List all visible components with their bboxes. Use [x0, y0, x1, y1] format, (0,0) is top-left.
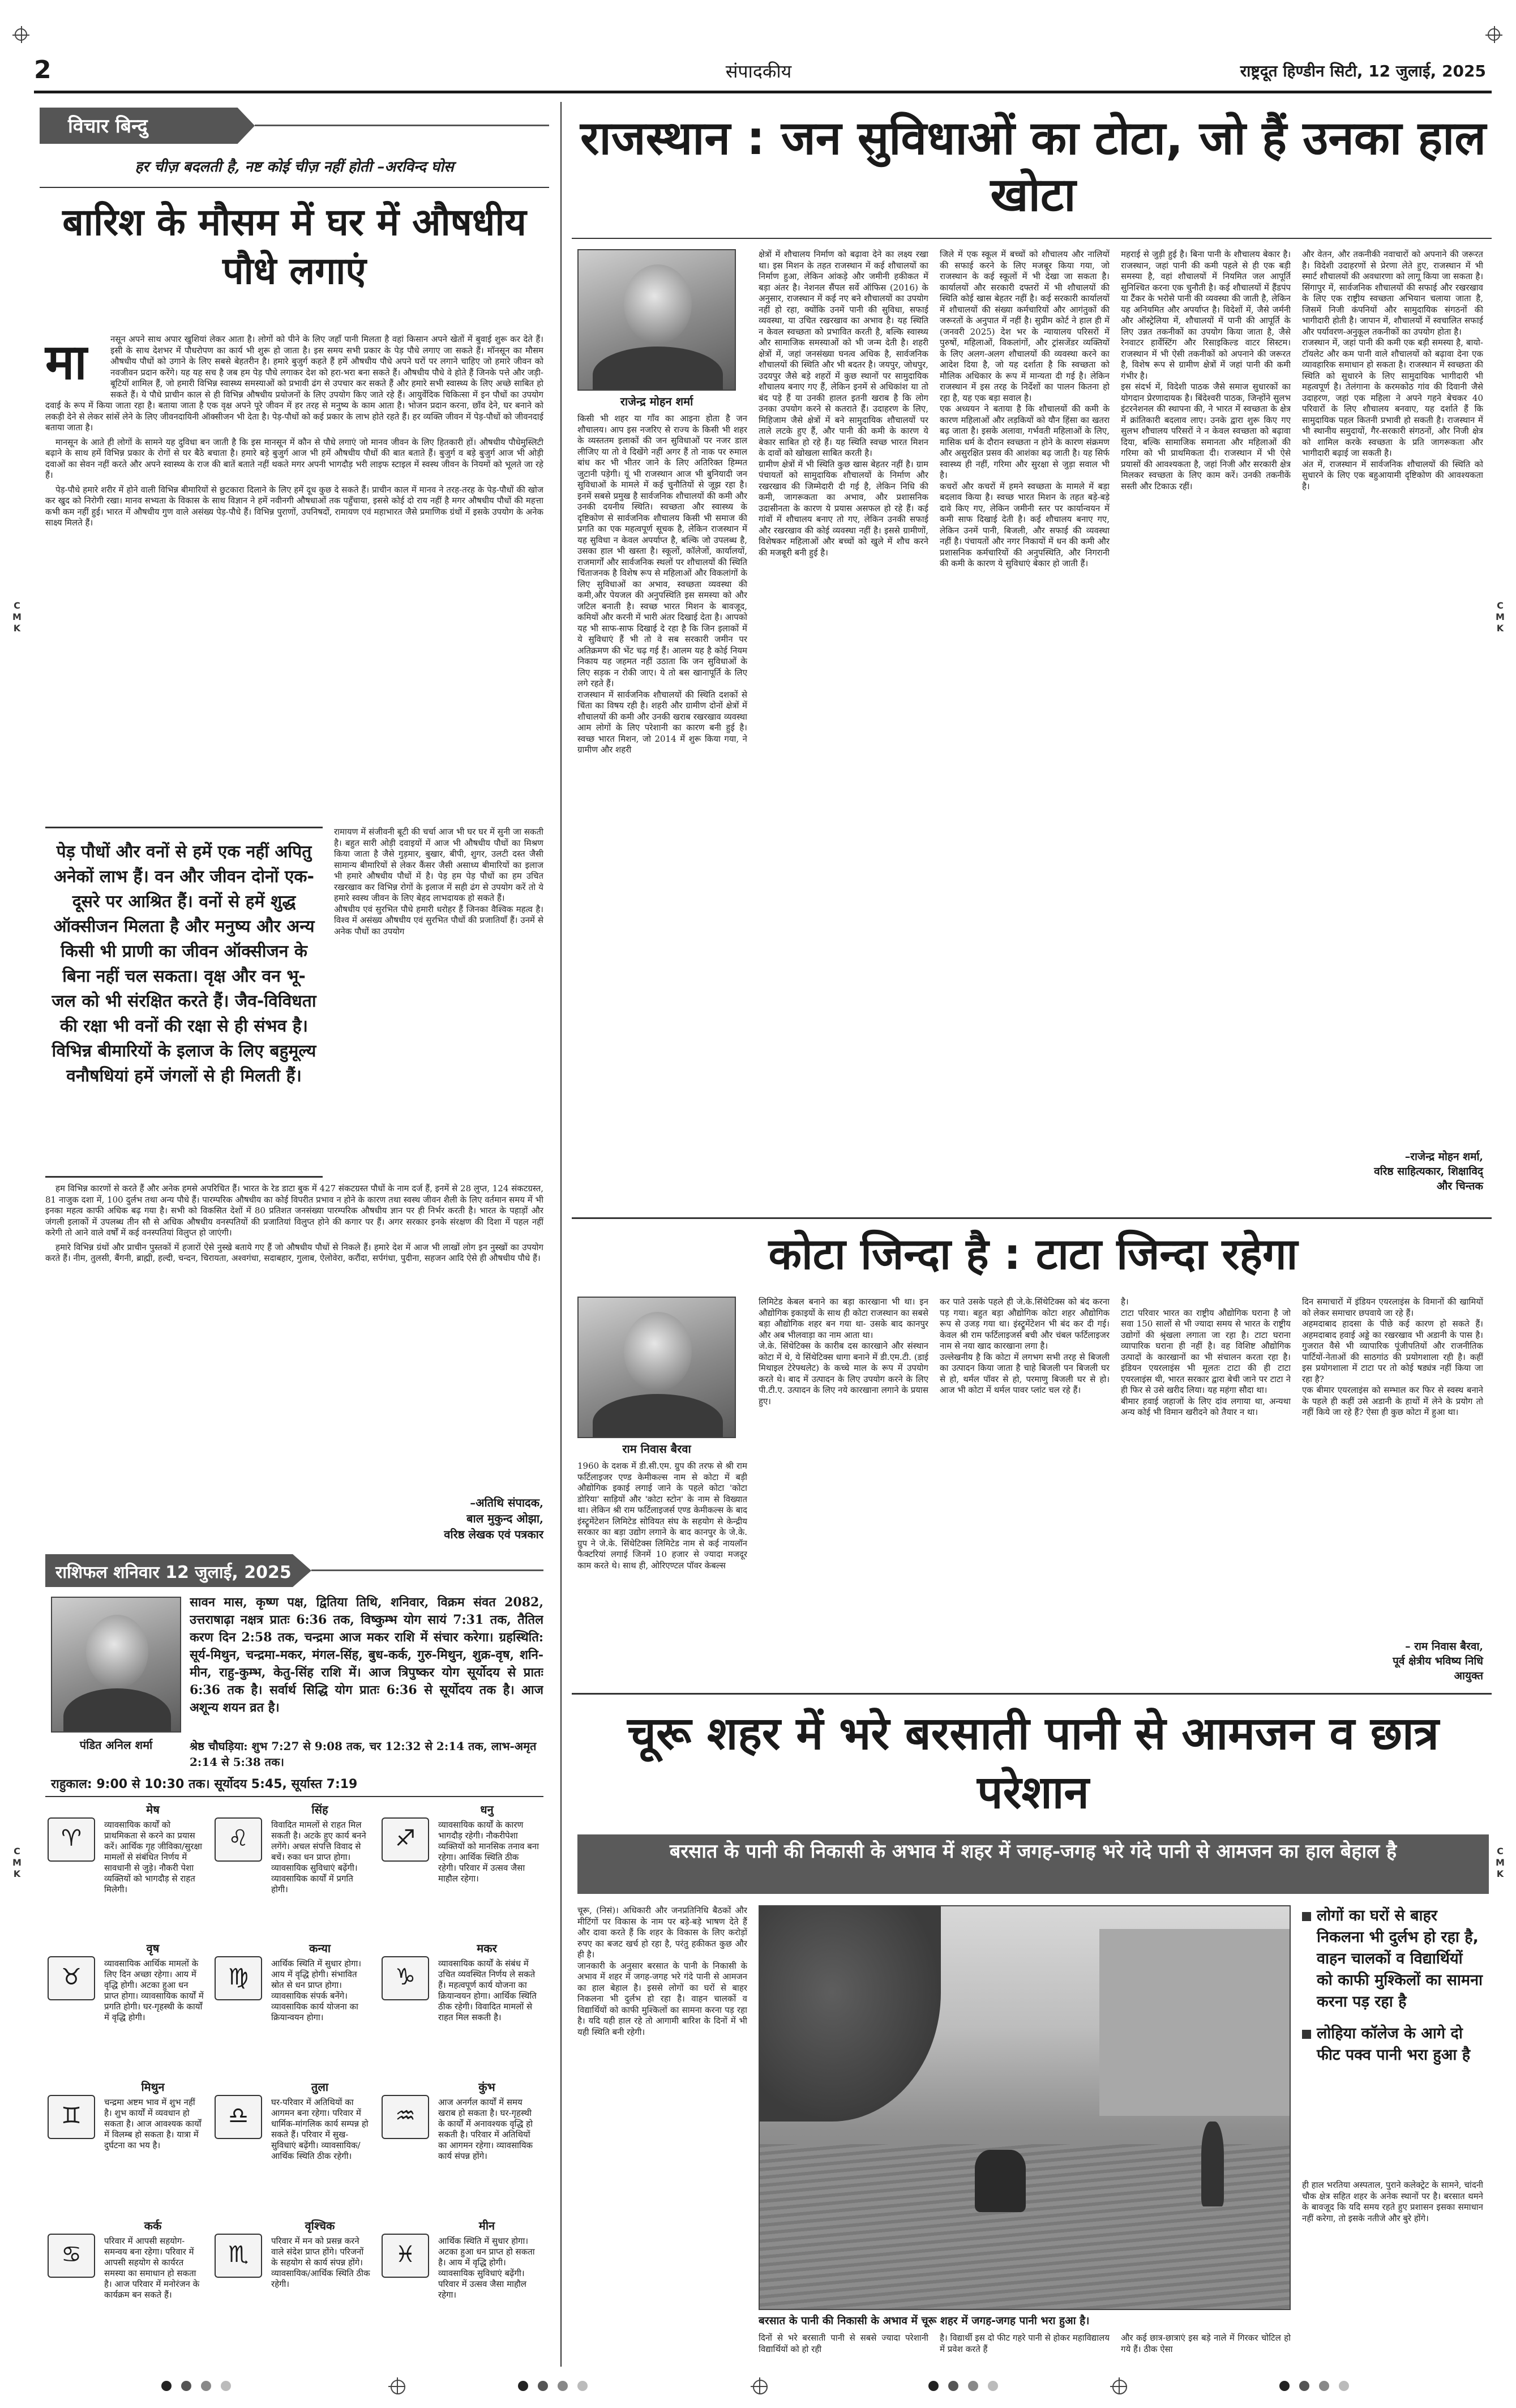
gemini-icon: ♊: [48, 2095, 95, 2139]
rashifal-title: राशिफल शनिवार 12 जुलाई, 2025: [55, 1563, 292, 1582]
rule: [45, 1796, 543, 1797]
rashi-text: व्यावसायिक कार्यों के कारण भागदौड़ रहेगी। नौकरीपेशा व्यक्तियों को मानसिक तनाव बना रहेगा। आर्थिक स्थिति ठीक रहेगी। परिवार में उत्सव जैसा माहौल रहेगा।: [438, 1820, 539, 1884]
cmk-mark-left: C M K: [12, 600, 22, 634]
rashi-text: घर-परिवार में अतिथियों का आगमन बना रहेगा। परिवार में धार्मिक-मांगलिक कार्य सम्पन्न हो सकते हैं। परिवार में सुख-सुविधाएं बढ़ेंगी। व्यावसायिक/आर्थिक स्थिति ठीक रहेगी।: [271, 2097, 369, 2161]
taurus-icon: ♉: [48, 1956, 95, 2000]
rashi-name: वृश्चिक: [305, 2219, 335, 2232]
article4-deck-bar: [577, 1834, 1489, 1894]
rashi-box: [45, 1800, 209, 1936]
masthead-date: राष्ट्रदूत हिण्डीन सिटी, 12 जुलाई, 2025: [1240, 62, 1486, 80]
rashi-box: [212, 2078, 376, 2214]
page-number: 2: [34, 55, 52, 84]
article3-byline: – राम निवास बैरवा, पूर्व क्षेत्रीय भविष्य निधि आयुक्त: [1393, 1640, 1483, 1682]
registration-mark: [15, 28, 27, 41]
astrologer-photo: [51, 1597, 181, 1733]
motorbike-shape: [975, 2150, 1026, 2212]
article1-body2: [45, 1183, 543, 1489]
rule: [572, 1217, 1492, 1219]
rule: [572, 1693, 1492, 1695]
article2-col3: जिले में एक स्कूल में बच्चों को शौचालय और नालियों की सफाई करने के लिए मजबूर किया गया, जो राजस्थान के कई स्कूलों में भी देखा जा सकता है। कार्यालयों और सरकारी दफ्तरों में भी शौचालयों की स्थिति कोई खास बेहतर नहीं है। कई सरकारी कार्यालयों में शौचालयों की संख्या कर्मचारियों और आगंतुकों की जरूरतों के अनुपात में नहीं है। सुप्रीम कोर्ट ने हाल ही में (जनवरी 2025) देश भर के न्यायालय परिसरों में पुरुषों, महिलाओं, विकलांगों, और ट्रांसजेंडर व्यक्तियों के लिए अलग-अलग शौचालयों की व्यवस्था करने का आदेश दिया है, जो यह दर्शाता है कि स्वच्छता को मौलिक अधिकार के रूप में मान्यता दी गई है। लेकिन राजस्थान में इस तरह के निर्देशों का पालन कितना हो रहा है, यह एक बड़ा सवाल है। एक अध्ययन ने बताया है कि शौचालयों की कमी के कारण महिलाओं और लड़कियों को यौन हिंसा का खतरा बढ़ जाता है। इसके अलावा, गर्भवती महिलाओं के लिए, मासिक धर्म के दौरान स्वच्छता न होने के कारण संक्रमण और असुरक्षित प्रसव की आशंका बढ़ जाती है। यह सिर्फ स्वास्थ्य ही नहीं, गरिमा और सुरक्षा से जुड़ा सवाल भी है। कचरों और कचरों में हमने स्वच्छता के मामले में बड़ा बदलाव किया है। स्वच्छ भारत मिशन के तहत बड़े-बड़े दावे किए गए, लेकिन जमीनी स्तर पर कार्यान्वयन में कमी साफ दिखाई देती है। कई शौचालय बनाए गए, लेकिन उनमें पानी, बिजली, और सफाई की व्यवस्था नहीं है। पंचायतों और नगर निकायों में धन की कमी और प्रशासनिक कर्मचारियों की अनुपस्थिति, और निगरानी की कमी के कारण ये सुविधाएं बेकार हो जाती हैं।: [940, 249, 1110, 568]
choghadiya-text: श्रेष्ठ चौघड़िया: शुभ 7:27 से 9:08 तक, चर 12:32 से 2:14 तक, लाभ-अमृत 2:14 से 5:38 तक।: [190, 1739, 537, 1769]
aquarius-icon: ♒: [382, 2095, 429, 2139]
rule: [572, 238, 1492, 239]
article4-deck: बरसात के पानी की निकासी के अभाव में शहर में जगह-जगह भरे गंदे पानी से आमजन का हाल बेहाल है: [669, 1840, 1397, 1863]
waterlogged-street-photo: [759, 1905, 1291, 2310]
bullet-icon: [1302, 2030, 1311, 2039]
rashi-name: मिथुन: [141, 2080, 165, 2094]
rashi-name: कर्क: [144, 2219, 162, 2232]
rashi-text: व्यावसायिक आर्थिक मामलों के लिए दिन अच्छा रहेगा। आय में वृद्धि होगी। अटका हुआ धन प्राप्त होगा। व्यावसायिक कार्यों में प्रगति होगी। घर-गृहस्थी के कार्यों में वृद्धि होगी।: [104, 1958, 204, 2022]
rashi-box: [379, 1800, 543, 1936]
highlight-item: [1302, 2023, 1483, 2066]
section-name: संपादकीय: [725, 61, 792, 82]
article3-col2: लिमिटेड केबल बनाने का बड़ा कारखाना भी था। इन औद्योगिक इकाइयों के साथ ही कोटा राजस्थान का सबसे बड़ा औद्योगिक शहर बन गया था- उसके बाद कानपुर और अब भीलवाड़ा का नाम आता था। जे.के. सिंथेटिक्स के कारीब दस कारखाने और संस्थान कोटा में थे, ये सिंथेटिक्स धागा बनाने में डी.एम.टी. (डाई मिथाइल टेरेफ्थलेट) के कच्चे माल के रूप में उपयोग करते थे। बाद में उत्पादन के लिए उपयोग करने के लिए पी.टी.ए. उत्पादन के लिए नये कारखाना लगाने के प्रयास हुए।: [759, 1297, 928, 1406]
page-header: [34, 51, 1492, 91]
paragraph: नसून अपने साथ अपार खुशियां लेकर आता है। लोगों को पीने के लिए जहाँ पानी मिलता है वहां किसान अपने खेतों में बुवाई शुरू कर देते हैं। इसी के साथ देशभर में पौधरोपण का कार्य भी शुरू हो जाता है। इस समय सभी प्रकार के पेड़ पौधे लगाए जा सकते हैं। मॉनसून का मौसम औषधीय पौधों को उगाने के लिए सबसे बेहतरीन है। हमारे बुजुर्ग कहते हैं हमें औषधीय पौधे अपने घरों पर लगाने चाहिए जो हमारे जीवन को नवजीवन प्रदान करेंगे। यह यह सच है जब हम पेड़ पौधे लगाकर देश को हरा-भरा बना सकते हैं। औषधीय पौधे वे होते हैं जिनके पत्ते और जड़ी-बूटियों शामिल हैं, जो हमारी विभिन्न स्वास्थ्य समस्याओं को प्रभावी ढंग से उपचार कर सकते हैं और हमारे सभी स्वास्थ्य के लिए अच्छे साबित हो सकते हैं। ये पौधे प्राचीन काल से ही विभिन्न औषधीय प्रयोजनों के लिए उपयोग किए जाते रहे हैं। आयुर्वेदिक चिकित्सा में इन पौधों का उपयोग दवाई के रूप में किया जाता रहा है। बताया जाता है एक वृक्ष अपने पूरे जीवन में हर तरह से मनुष्य के काम आता है। भोजन प्रदान करना, छाँव देने, घर बनाने को लकड़ी देने से लेकर सांसें लेने के लिए जीवनदायिनी ऑक्सीजन भी देता है। पेड़-पौधों को कई प्रकार के लाभ होते रहते हैं। हर व्यक्ति जीवन में पेड़-पौधों को जीवनदाई बताया जाता है।: [45, 334, 543, 433]
article4-right-text: ही हाल भरतिया अस्पताल, पुराने कलेक्ट्रेट के सामने, चांदनी चौक क्षेत्र सहित शहर के अनेक स्थानों पर है। बरसात थमने के बावजूद कि यदि समय रहते हुए प्रशासन इसका समाधान नहीं करेगा, तो इसके नतीजे और बुरे होंगे।: [1302, 2180, 1483, 2223]
author-photo-rajendra: [577, 249, 736, 391]
rashi-text: आर्थिक स्थिति में सुधार होगा। अटका हुआ धन प्राप्त हो सकता है। आय में वृद्धि होगी। व्यावसायिक सुविधाएं बढ़ेंगी। परिवार में उत्सव जैसा माहौल रहेगा।: [438, 2236, 535, 2300]
rashi-name: कुंभ: [478, 2080, 495, 2094]
cmk-mark-right: C M K: [1496, 1846, 1505, 1879]
cmk-mark-right: C M K: [1496, 600, 1505, 634]
panchang-text: सावन मास, कृष्ण पक्ष, द्वितिया तिथि, शनिवार, विक्रम संवत 2082, उत्तराषाढ़ा नक्षत्र प्रातः 6:36 तक, विष्कुम्भ योग सायं 7:31 तक, तैतिल करण दिन 2:58 तक, चन्द्रमा आज मकर राशि में संचार करेगा। ग्रहस्थिति: सूर्य-मिथुन, चन्द्रमा-मकर, मंगल-सिंह, बुध-कर्क, गुरु-मिथुन, शुक्र-वृष, शनि-मीन, राहु-कुम्भ, केतु-सिंह राशि में। आज त्रिपुष्कर योग सूर्योदय से प्रातः 6:36 तक है। सर्वार्थ सिद्धि योग प्रातः 6:36 से सूर्योदय तक है। आज अशून्य शयन व्रत है।: [190, 1595, 543, 1715]
rashi-text: आर्थिक स्थिति में सुधार होगा। आय में वृद्धि होगी। संभावित स्रोत से धन प्राप्त होगा। व्यावसायिक संपर्क बनेंगे। व्यावसायिक कार्य योजना का क्रियान्वयन होगा।: [271, 1958, 362, 2022]
article2-col1: किसी भी शहर या गाँव का आइना होता है जन शौचालय। आप इस नजरिए से राज्य के किसी भी शहर के व्यस्ततम इलाकों की जन सुविधाओं पर नजर डाल लीजिए या तो वे दिखेंगे नहीं अगर हैं तो नाक पर रुमाल बांध कर भी भीतर जाने के लिए अतिरिक्त हिम्मत जुटानी पड़ेगी। यूं भी राजस्थान आज भी बुनियादी जन सुविधाओं के मामले में कई चुनौतियों से जूझ रहा है। इनमें सबसे प्रमुख है सार्वजनिक शौचालयों की कमी और उनकी दयनीय स्थिति। स्वच्छता और स्वास्थ्य के दृष्टिकोण से सार्वजनिक शौचालय किसी भी समाज की प्रगति का एक महत्वपूर्ण सूचक है, लेकिन राजस्थान में यह सुविधा न केवल अपर्याप्त है, बल्कि जो उपलब्ध है, उसका हाल भी खस्ता है। स्कूलों, कॉलेजों, कार्यालयों, राजमार्गों और सार्वजनिक स्थलों पर शौचालयों की स्थिति चिंताजनक है विशेष रूप से महिलाओं और विकलांगों के लिए सुविधाओं का अभाव, स्वच्छता व्यवस्था की कमी,और पेयजल की अनुपस्थिति इस समस्या को और जटिल बनाती है। स्वच्छ भारत मिशन के बावजूद, कमियों और करनी में भारी अंतर दिखाई देता है। आपको यह भी साफ-साफ दिखाई दे रहा है कि जिन इलाकों में ये सुविधाएं हैं भी तो वे सब सरकारी जमीन पर अतिक्रमण की भेंट चढ़ गई हैं। आलम यह है कोई नियम निकाय यह जहमत नहीं उठाता कि जन सुविधाओं के लिए सड़क न रोकी जाए। ये तो बस खानापूर्ति के लिए लगे रहते हैं। राजस्थान में सार्वजनिक शौचालयों की स्थिति दशकों से चिंता का विषय रही है। शहरी और ग्रामीण दोनों क्षेत्रों में शौचालयों की कमी और उनकी खराब रखरखाव व्यवस्था आम लोगों के लिए परेशानी का कारण बनी हुई है। स्वच्छ भारत मिशन, जो 2014 में शुरू किया गया, ने ग्रामीण और शहरी: [577, 413, 747, 755]
banner-rule: [255, 125, 549, 126]
rashi-text: आज अनर्गल कार्यों में समय खराब हो सकता है। घर-गृहस्थी के कार्यों में अनावश्यक वृद्धि हो सकती है। परिवार में अतिथियों का आगमन रहेगा। व्यावसायिक कार्य संपन्न होंगे।: [438, 2097, 533, 2161]
paragraph: हम विभिन्न कारणों से करते हैं और अनेक हमसे अपरिचित हैं। भारत के रेड डाटा बुक में 427 संकटग्रस्त पौधों के नाम दर्ज हैं, इनमें से 28 लुप्त, 124 संकटग्रस्त, 81 नाजुक दशा में, 100 दुर्लभ तथा अन्य पौधे हैं। पारम्परिक औषधीय का कोई विपरीत प्रभाव न होने के कारण तथा स्वस्थ जीवन शैली के लिए वर्तमान समय में भी इनका महत्व काफी अधिक बढ़ गया है। सभी को विकसित देशों में 80 प्रतिशत जनसंख्या पारम्परिक औषधीय ज्ञान पर ही निर्भर करती है। भारत के पहाड़ों और जंगली इलाकों में उपलब्ध तीन सौ से अधिक औषधीय वनस्पतियों की प्रजातियां विलुप्त होने की कगार पर हैं। अगर सरकार इनके संरक्षण की दिशा में पहल नहीं करेगी तो आने वाले वर्षों में कई वनस्पतियां विलुप्त हो जाएंगी।: [45, 1183, 543, 1238]
footer-registration: [0, 2375, 1516, 2398]
cancer-icon: ♋: [48, 2234, 95, 2278]
rashi-box: [379, 2078, 543, 2214]
article2-headline: राजस्थान : जन सुविधाओं का टोटा, जो हैं उनका हाल खोटा: [580, 112, 1486, 222]
rashi-grid: [45, 1800, 543, 2355]
tree-shape: [760, 1906, 941, 2122]
article4-bottom3: और कई छात्र-छात्राएं इस बड़े नाले में गिरकर चोटिल हो गये हैं। ठीक ऐसा: [1121, 2333, 1291, 2354]
pullquote-text: पेड़ पौधों और वनों से हमें एक नहीं अपितु अनेकों लाभ हैं। वन और जीवन दोनों एक-दूसरे पर आश्रित हैं। वनों से हमें शुद्ध ऑक्सीजन मिलता है और मनुष्य और अन्य किसी भी प्राणी का जीवन ऑक्सीजन के बिना नहीं चल सकता। वृक्ष और वन भू-जल को भी संरक्षित करते हैं। जैव-विविधता की रक्षा भी वनों की रक्षा से ही संभव है। विभिन्न बीमारियों के इलाज के लिए बहुमूल्य वनौषधियां हमें जंगलों से ही मिलती हैं।: [52, 842, 316, 1086]
rashi-name: सिंह: [311, 1803, 328, 1816]
article2-col5: और वेतन, और तकनीकी नवाचारों को अपनाने की जरूरत है। विदेशी उदाहरणों से प्रेरणा लेते हुए, राजस्थान में भी स्मार्ट शौचालयों की अवधारणा को लागू किया जा सकता है। सिंगापुर में, सार्वजनिक शौचालयों की सफाई और रखरखाव के लिए एक राष्ट्रीय स्वच्छता अभियान चलाया जाता है, जिसमें निजी कंपनियों और सामुदायिक संगठनों की भागीदारी होती है। जापान में, शौचालयों में स्वचालित सफाई और पर्यावरण-अनुकूल तकनीकों का उपयोग होता है। राजस्थान में, जहां पानी की कमी एक बड़ी समस्या है, बायो-टॉयलेट और कम पानी वाले शौचालयों को बढ़ावा देना एक व्यावहारिक समाधान हो सकता है। राजस्थान में स्वच्छता की स्थिति को सुधारने के लिए सामुदायिक भागीदारी भी महत्वपूर्ण है। तेलंगाना के करमकोठ गांव की दिवानी जैसे उदाहरण, जहां एक महिला ने अपने गहने बेचकर 40 परिवारों के लिए शौचालय बनवाए, यह दर्शाते हैं कि सामुदायिक पहल कितनी प्रभावी हो सकती है। राजस्थान में भी स्थानीय समुदायों, गैर-सरकारी संगठनों, और निजी क्षेत्र को शामिल करके स्वच्छता के प्रति जागरूकता और भागीदारी बढ़ाई जा सकती है। अंत में, राजस्थान में सार्वजनिक शौचालयों की स्थिति को सुधारने के लिए एक बहुआयामी दृष्टिकोण की आवश्यकता है।: [1302, 249, 1483, 491]
article4-highlights: [1302, 1905, 1483, 2171]
paragraph: मानसून के आते ही लोगों के सामने यह दुविधा बन जाती है कि इस मानसून में कौन से पौधे लगाएं जो मानव जीवन के लिए हितकारी हों। औषधीय पौधेमुस्लिटी बढ़ाने के साथ हमें विभिन्न प्रकार के रोगों से घर बैठे बचाता है। हमारे बड़े बुजुर्ग आज भी हमें औषधीय पौधों की बात बताते हैं। बुजुर्ग व बड़े बुजुर्ग आज भी ओड़ी दवाओं का सेवन नहीं करते और अपने स्वास्थ्य के राज की बातें बताते नहीं थकते मगर अपनी भागदौड़ भरी लाइफ स्टाइल में स्वस्थ जीवन के नियमों को भूलते जा रहे हैं।: [45, 437, 543, 480]
vichar-quote: हर चीज़ बदलती है, नष्ट कोई चीज़ नहीं होती –अरविन्द घोस: [135, 159, 454, 176]
rashi-box: [45, 2078, 209, 2214]
rule: [40, 187, 549, 188]
article4-col1: चूरू, (निसं)। अधिकारी और जनप्रतिनिधि बैठकों और मीटिंगों पर विकास के नाम पर बड़े-बड़े भाषण देते हैं और दावा करते हैं कि शहर के विकास के लिए करोड़ों रुपए का बजट खर्च हो रहा है, परंतु हकीकत कुछ और ही है। जानकारी के अनुसार बरसात के पानी के निकासी के अभाव में शहर में जगह-जगह भरे गंदे पानी से आमजन का हाल बेहाल है। इससे लोगों का घरों से बाहर निकलना भी दुर्लभ हो रहा है। वाहन चालकों व विद्यार्थियों को काफी मुश्किलों का सामना करना पड़ रहा है। यदि यही हाल रहे तो आगामी बारिश के दिनों में भी यही स्थिति बनी रहेगी।: [577, 1905, 747, 2037]
rashi-text: विवादित मामलों से राहत मिल सकती है। अटके हुए कार्य बनने लगेंगे। अचल संपत्ति विवाद से बचें। रुका धन प्राप्त होगा। व्यावसायिक सुविधाएं बढ़ेंगी। व्यावसायिक कार्यों में प्रगति होगी।: [271, 1820, 366, 1894]
rashi-box: [212, 2217, 376, 2353]
rashi-text: परिवार में आपसी सहयोग-समन्वय बना रहेगा। परिवार में आपसी सहयोग से कार्यरत समस्या का समाधान हो सकता है। आज परिवार में मनोरंजन के कार्यक्रम बन सकते हैं।: [104, 2236, 200, 2300]
rashi-box: [212, 1939, 376, 2075]
rashi-name: वृष: [146, 1941, 160, 1955]
rashi-text: परिवार में मन को प्रसन्न करने वाले संदेश प्राप्त होंगे। परिजनों के सहयोग से कार्य संपन्न होंगे। व्यावसायिक/आर्थिक स्थिति ठीक रहेगी।: [271, 2236, 370, 2289]
rashi-box: [45, 1939, 209, 2075]
article3-headline: कोटा जिन्दा है : टाटा जिन्दा रहेगा: [768, 1229, 1298, 1279]
article2-col4: महराई से जुड़ी हुई है। बिना पानी के शौचालय बेकार है। राजस्थान, जहां पानी की कमी पहले से ही एक बड़ी समस्या है, वहां शौचालयों में नियमित जल आपूर्ति सुनिश्चित करना एक चुनौती है। कई शौचालयों में हैंडपंप या टैंकर के भरोसे पानी की व्यवस्था की जाती है, लेकिन यह अनियमित और अपर्याप्त है। विदेशों में, जैसे जर्मनी और ऑस्ट्रेलिया में, शौचालयों में पानी की आपूर्ति के लिए उन्नत तकनीकों का उपयोग किया जाता है, जैसे रेनवाटर हार्वेस्टिंग और रिसाइकिल्ड वाटर सिस्टम। राजस्थान में भी ऐसी तकनीकों को अपनाने की जरूरत है, विशेष रूप से ग्रामीण क्षेत्रों में जहां पानी की कमी गंभीर है। इस संदर्भ में, विदेशी पाठक जैसे समाज सुधारकों का योगदान प्रेरणादायक है। बिंदेश्वरी पाठक, जिन्होंने सुलभ इंटरनेशनल की स्थापना की, ने भारत में स्वच्छता के क्षेत्र में क्रांतिकारी बदलाव लाए। उनके द्वारा शुरू किए गए सुलभ शौचालय परिसरों ने न केवल स्वच्छता को बढ़ावा दिया, बल्कि सामाजिक समानता और महिलाओं की गरिमा को भी प्राथमिकता दी। राजस्थान में भी ऐसे प्रयासों की आवश्यकता है, जहां निजी और सरकारी क्षेत्र मिलकर स्वच्छता के लिए काम करें। उनकी तकनीकें सस्ती और टिकाऊ रहीं।: [1121, 249, 1291, 491]
rashi-box: [212, 1800, 376, 1936]
rashi-text: व्यावसायिक कार्यों के संबंध में उचित व्यवस्थित निर्णय ले सकते हैं। महत्वपूर्ण कार्य योजना का क्रियान्वयन होगा। आर्थिक स्थिति ठीक रहेगी। विवादित मामलों से राहत मिल सकती है।: [438, 1958, 537, 2022]
article2-col2: क्षेत्रों में शौचालय निर्माण को बढ़ावा देने का लक्ष्य रखा था। इस मिशन के तहत राजस्थान में कई शौचालयों का निर्माण हुआ, लेकिन आंकड़े और जमीनी हकीकत में बड़ा अंतर है। नेशनल सैंपल सर्वे ऑफिस (2016) के अनुसार, राजस्थान में कई नए बने शौचालयों का उपयोग नहीं हो रहा, क्योंकि उनमें पानी की सुविधा, सफाई व्यवस्था, या उचित रखरखाव का अभाव है। यह स्थिति न केवल स्वच्छता को प्रभावित करती है, बल्कि स्वास्थ्य और सामाजिक समस्याओं को भी जन्म देती है। शहरी क्षेत्रों में, जहां जनसंख्या घनत्व अधिक है, सार्वजनिक शौचालयों की स्थिति और भी बदतर है। जयपुर, जोधपुर, उदयपुर जैसे बड़े शहरों में कुछ स्थानों पर सामुदायिक शौचालय बनाए गए हैं, लेकिन इनमें से अधिकांश या तो बंद पड़े हैं या उनकी हालत इतनी खराब है कि लोग उनका उपयोग करने से कतराते हैं। उदाहरण के लिए, मिहिजाम जैसे क्षेत्रों में बने सामुदायिक शौचालयों पर ताले लटके हुए हैं, और पानी की कमी के कारण ये बेकार साबित हो रहे हैं। यह स्थिति स्वच्छ भारत मिशन के दावों को खोखला साबित करती है। ग्रामीण क्षेत्रों में भी स्थिति कुछ खास बेहतर नहीं है। ग्राम पंचायतों को सामुदायिक शौचालयों के निर्माण और रखरखाव की जिम्मेदारी दी गई है, लेकिन निधि की कमी, जागरूकता का अभाव, और प्रशासनिक उदासीनता के कारण ये प्रयास असफल हो रहे हैं। कई गांवों में शौचालय बनाए तो गए, लेकिन उनकी सफाई और रखरखाव की कोई व्यवस्था नहीं है। इससे ग्रामीणों, विशेषकर महिलाओं और बच्चों को खुले में शौच करने की मजबूरी बनी हुई है।: [759, 249, 928, 558]
article4-bottom2: है। विद्यार्थी इस दो फीट गहरे पानी से होकर महाविद्यालय में प्रवेश करते हैं: [940, 2333, 1110, 2354]
header-rule: [34, 91, 1492, 93]
author-name: राजेन्द्र मोहन शर्मा: [620, 395, 693, 408]
article1-byline: –अतिथि संपादक, बाल मुकुन्द ओझा, वरिष्ठ लेखक एवं पत्रकार: [444, 1496, 543, 1541]
article1-body: [45, 334, 543, 821]
author-name: राम निवास बैरवा: [622, 1442, 691, 1456]
pullquote-box: [45, 827, 323, 1178]
rahukal-text: राहुकाल: 9:00 से 10:30 तक। सूर्योदय 5:45, सूर्यास्त 7:19: [51, 1777, 358, 1791]
rashi-text: व्यावसायिक कार्यों को प्राथमिकता से करने का प्रयास करें। आर्थिक गृह जीविका/सुरक्षा मामलों से संबंधित निर्णय में सावधानी से जुड़े। नौकरी पेशा व्यक्तियों को भागदौड़ से राहत मिलेगी।: [104, 1820, 202, 1894]
sagittarius-icon: ♐: [382, 1817, 429, 1862]
vichar-bindu-banner: [40, 108, 549, 144]
scorpio-icon: ♏: [215, 2234, 262, 2278]
cmk-mark-left: C M K: [12, 1846, 22, 1879]
person-shape: [1201, 2122, 1224, 2206]
article1-dropcap: मा: [45, 334, 87, 391]
article4-bottom1: दिनों से भरे बरसाती पानी से सबसे ज्यादा परेशानी विद्यार्थियों को हो रही: [759, 2333, 928, 2354]
bullet-icon: [1302, 1912, 1311, 1921]
article3-col5: दिन समाचारों में इंडियन एयरलाइंस के विमानों की खामियों को लेकर समाचार छपवाये जा रहे हैं। अहमदाबाद हादसा के पीछे कई कारण हो सकते हैं। अहमदाबाद हवाई अड्डे का रखरखाव भी अडानी के पास है। गुजरात वैसे भी व्यापारिक पूंजीपतियों और राजनीतिक पार्टियों-नेताओं की साठगांठ की प्रयोगशाला रही है। कहीं इस प्रयोगशाला में टाटा पर तो कोई षड्यंत्र नहीं किया जा रहा है? एक बीमार एयरलाइंस को सम्भाल कर फिर से स्वस्थ बनाने के पहले ही कहीं उसे अडानी के हाथों में लेने के प्रयोग तो नहीं किये जा रहे हैं? ऐसा ही कुछ कोटा में हुआ था।: [1302, 1297, 1483, 1417]
article3-col1: 1960 के दशक में डी.सी.एम. ग्रुप की तरफ से श्री राम फर्टिलाइजर एण्ड केमीकल्स नाम से कोटा में बड़ी औद्योगिक इकाई लगाई जाने के पहले कोटा 'कोटा डोरिया' साड़ियों और 'कोटा स्टोन' के नाम से विख्यात था। लेकिन श्री राम फर्टिलाइजर्स एण्ड केमीकल्स के बाद इंस्ट्रूमेंटेशन लिमिटेड सोवियत संघ के सहयोग से केन्द्रीय सरकार का बड़ा उद्योग लगाने के बाद कानपुर के जे.के. ग्रुप ने जे.के. सिंथेटिक्स लिमिटेड नाम से कई नायलॉन फैक्टरियां लगाई जिनमें 10 हजार से ज्यादा मजदूर काम करते थे। साथ ही, ओरिएण्टल पॉवर केबल्स: [577, 1461, 747, 1571]
paragraph: पेड़-पौधे हमारे शरीर में होने वाली विभिन्न बीमारियों से छुटकारा दिलाने के लिए हमें दूध कुछ दे सकते हैं। प्राचीन काल में मानव ने तरह-तरह के पेड़-पौधों की खोज कर खुद को निरोगी रखा। मानव सभ्यता के विकास के साथ विज्ञान ने हमें नवीनगी औषधाओं तक पहुँचाया, इससे कोई दो राय नहीं है मगर औषधीय पौधों की महत्ता कभी कम नहीं हुई। भारत में औषधीय गुण वाले असंख्य पेड़-पौधे हैं। विभिन्न पुराणों, उपनिषदों, रामायण एवं महाभारत जैसे प्रमाणिक ग्रंथों में इसके उपयोग के अनेक साक्ष्य मिलते हैं।: [45, 484, 543, 528]
astrologer-name: पंडित अनिल शर्मा: [79, 1738, 153, 1752]
highlight-item: [1302, 1905, 1483, 2013]
author-photo-ramniwas: [577, 1297, 736, 1438]
rashi-box: [379, 2217, 543, 2353]
highlight-text: लोगों का घरों से बाहर निकलना भी दुर्लभ हो रहा है, वाहन चालकों व विद्यार्थियों को काफी मुश्किलों का सामना करना पड़ रहा है: [1317, 1907, 1483, 2011]
leo-icon: ♌: [215, 1817, 262, 1862]
rashi-name: धनु: [480, 1803, 494, 1816]
aries-icon: ♈: [48, 1817, 95, 1862]
rashi-name: तुला: [311, 2080, 329, 2094]
building-shape: [1099, 1929, 1291, 2116]
capricorn-icon: ♑: [382, 1956, 429, 2000]
rashi-name: कन्या: [309, 1941, 331, 1955]
paragraph: हमारे विभिन्न ग्रंथों और प्राचीन पुस्तकों में हजारों ऐसे नुस्खे बताये गए हैं जो औषधीय पौधों से निकले हैं। हमारे देश में आज भी लाखों लोग इन नुस्खों का उपयोग करते हैं। नीम, तुलसी, बैंगनी, ब्राह्मी, हल्दी, चन्दन, चिरायता, अश्वगंधा, सदाबहार, गुलाब, ऐलोवेरा, करौंदा, सर्पगंधा, पुदीना, सहजन आदि ऐसे ही औषधीय पौधे हैं।: [45, 1242, 543, 1263]
libra-icon: ♎: [215, 2095, 262, 2139]
article2-byline: –राजेन्द्र मोहन शर्मा, वरिष्ठ साहित्यकार, शिक्षाविद् और चिन्तक: [1374, 1150, 1483, 1192]
virgo-icon: ♍: [215, 1956, 262, 2000]
column-divider: [560, 102, 562, 2367]
rashi-box: [45, 2217, 209, 2353]
rashi-name: मेष: [146, 1803, 160, 1816]
article1-side-body: रामायण में संजीवनी बूटी की चर्चा आज भी घर घर में सुनी जा सकती है। बहुत सारी ओड़ी दवाइयों में आज भी औषधीय पौधों का मिश्रण किया जाता है जैसे गुड़मार, बुखार, बीपी, शुगर, उलटी दस्त जैसी सामान्य बीमारियों से लेकर कैंसर जैसी असाध्य बीमारियों का इलाज भी हमारे औषधीय पौधों में है। पेड़ हम पेड़ पौधों का हम उचित रखरखाव कर विभिन्न रोगों के इलाज में सही ढंग से उपयोग करें तो ये हमारे स्वस्थ जीवन के लिए बेहद लाभदायक हो सकते हैं। औषधीय एवं सुरभित पौधे हमारी धरोहर हैं जिनका वैश्विक महत्व है। विश्व में असंख्य औषधीय एवं सुरभित पौधों की प्रजातियाँ हैं। उनमें से अनेक पौधों का उपयोग: [334, 827, 543, 936]
article3-col4: है। टाटा परिवार भारत का राष्ट्रीय औद्योगिक घराना है जो सवा 150 सालों से भी ज्यादा समय से भारत के राष्ट्रीय उद्योगों की श्रृंखला लगाता जा रहा है। टाटा घराना व्यापारिक घराना ही नहीं है। वह विशिष्ट औद्योगिक उत्पादों के कारखानों का भी संचालन करता रहा है। इंडियन एयरलाइंस भी मूलतः टाटा की ही टाटा एयरलाइंस थी, भारत सरकार द्वारा बेची जाने पर टाटा ने ही फिर से उसे खरीद लिया। यह महंगा सौदा था। बीमार हवाई जहाजों के लिए दांव लगाया था, अन्यथा अन्य कोई भी विमान खरीदने को तैयार न था।: [1121, 1297, 1291, 1417]
banner-rule: [311, 1569, 543, 1571]
rashi-text: चन्द्रमा अष्टम भाव में शुभ नहीं है। शुभ कार्यों में व्यवधान हो सकता है। आज आवश्यक कार्यों में विलम्ब हो सकता है। यात्रा में दुर्घटना का भय है।: [104, 2097, 202, 2150]
rashifal-title-bar: [45, 1554, 543, 1587]
article4-headline: चूरू शहर में भरे बरसाती पानी से आमजन व छात्र परेशान: [627, 1707, 1439, 1819]
registration-mark: [1488, 28, 1500, 41]
highlight-text: लोहिया कॉलेज के आगे दो फीट पक्व पानी भरा हुआ है: [1317, 2025, 1471, 2064]
rashi-name: मकर: [477, 1941, 497, 1955]
rashi-box: [379, 1939, 543, 2075]
photo-caption: बरसात के पानी की निकासी के अभाव में चूरू शहर में जगह-जगह पानी भरा हुआ है।: [759, 2315, 1090, 2327]
article1-headline: बारिश के मौसम में घर में औषधीय पौधे लगाएं: [62, 200, 526, 293]
article3-col3: कर पाते उसके पहले ही जे.के.सिंथेटिक्स को बंद करना पड़ गया। बहुत बड़ा औद्योगिक कोटा शहर औद्योगिक रूप से उजड़ गया था। इंस्ट्रूमेंटेशन भी बंद कर दी गई। केवल श्री राम फर्टिलाइजर्स बची और चंबल फर्टिलाइजर नाम से नया खाद कारखाना लगा है। उल्लेखनीय है कि कोटा में लगभग सभी तरह से बिजली का उत्पादन किया जाता है चाहे बिजली पन बिजली घर से हो, थर्मल पॉवर से हो, परमाणु बिजली घर से हो। आज भी कोटा में थर्मल पावर प्लांट चल रहे हैं।: [940, 1297, 1110, 1395]
pisces-icon: ♓: [382, 2234, 429, 2278]
rashi-name: मीन: [478, 2219, 495, 2232]
vichar-label: विचार बिन्दु: [68, 115, 148, 138]
